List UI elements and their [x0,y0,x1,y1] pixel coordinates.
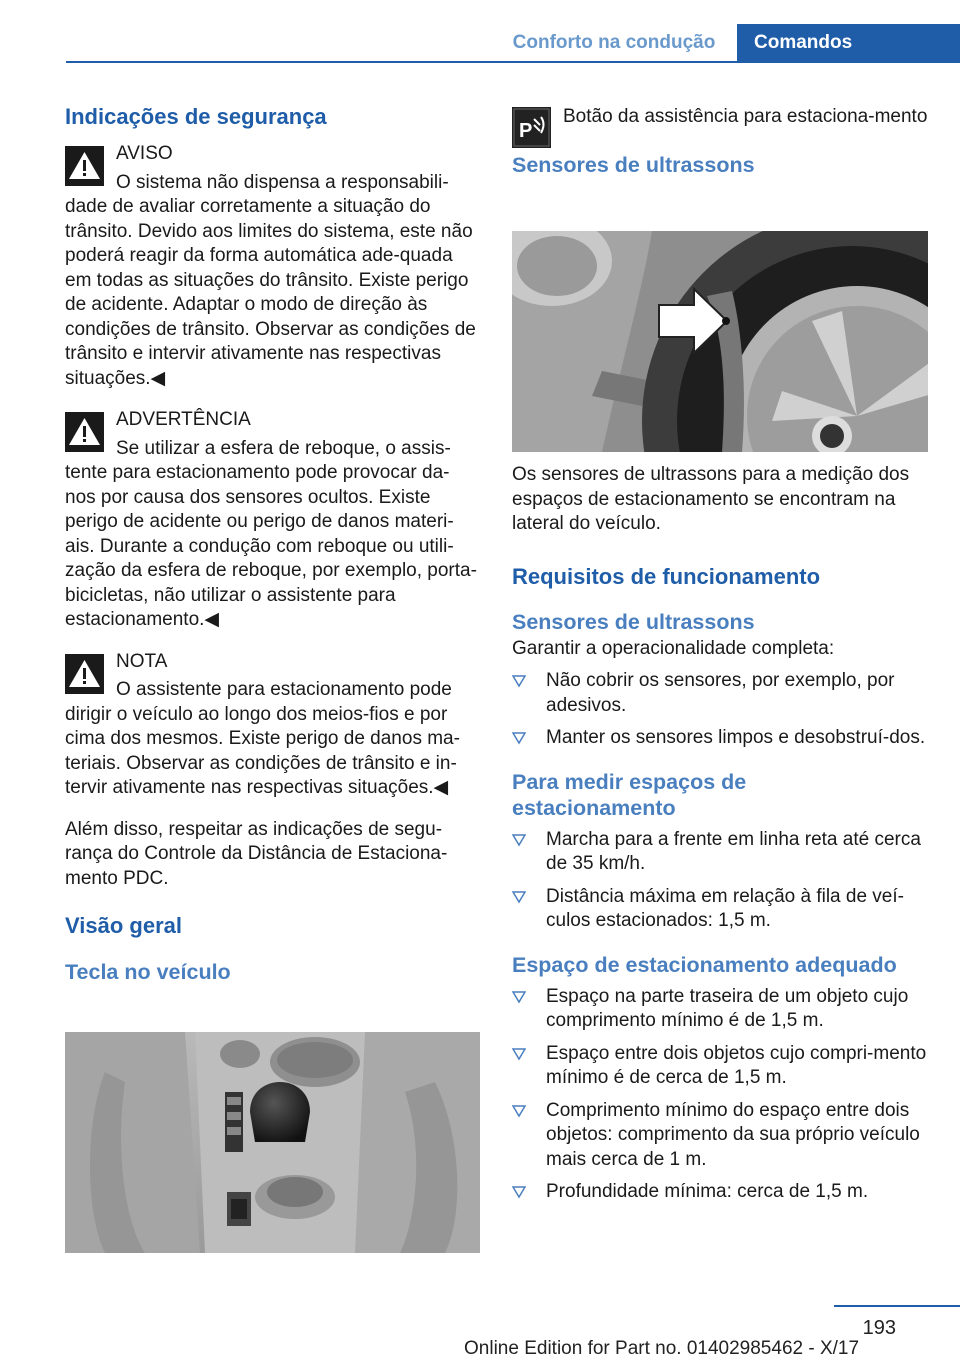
sensors-text: Os sensores de ultrassons para a medição dos espaços de estacionamento se encontram na lateral do veículo. [512,464,910,534]
list-item-text: Distância máxima em relação à fila de veí-culos estacionados: 1,5 m. [546,885,904,931]
list-item [512,828,928,877]
header-rule [66,61,960,63]
center-console-photo [65,1032,480,1253]
header-section: Conforto na condução [512,32,716,53]
warning-label: AVISO [116,143,173,164]
list-item [512,1099,928,1173]
space-title: Espaço de estacionamento adequado [512,952,897,977]
sensors-title: Sensores de ultrassons [512,152,755,177]
overview-title: Visão geral [65,913,182,938]
list-item-text: Marcha para a frente em linha reta até cerca de 35 km/h. [546,828,921,874]
bullet-triangle-icon [512,833,526,847]
requirements-title: Requisitos de funcionamento [512,563,821,589]
list-item [512,726,928,751]
warning-icon [65,412,104,452]
bullet-triangle-icon [512,890,526,904]
warning-label: ADVERTÊNCIA [116,409,251,430]
warning-label: NOTA [116,650,168,672]
right-column [512,100,928,178]
bullet-triangle-icon [512,990,526,1004]
bullet-triangle-icon [512,731,526,745]
warning-2 [65,408,477,633]
footer-rule [834,1305,960,1307]
list-item [512,1042,928,1091]
page-number: 193 [862,1317,896,1339]
list-item-text: Comprimento mínimo do espaço entre dois objetos: comprimento da sua próprio veículo mais cerca de 1 m. [546,1099,920,1170]
edition-note: Online Edition for Part no. 01402985462 - X/17 [464,1338,860,1359]
list-item [512,985,928,1034]
list-item [512,885,928,934]
list-item-text: Não cobrir os sensores, por exemplo, por adesivos. [546,670,895,716]
warning-text: Se utilizar a esfera de reboque, o assis-tente para estacionamento pode provocar da-nos por causa dos sensores ocultos. Existe perigo de acidente ou perigo de danos materi-ais. Durante a condução com reboque ou utili-zação da esfera de reboque, por exemplo, porta-bicicletas, não utilizar o assistente para estacionamento.◀ [65,437,477,630]
requirements-subtitle: Sensores de ultrassons [512,609,755,634]
warning-text: O assistente para estacionamento pode dirigir o veículo ao longo dos meios-fios e por cima dos mesmos. Existe perigo de danos ma-teriais. Observar as condições de trânsito e in-tervir ativamente nas respectivas situações.◀ [65,679,460,798]
bullet-triangle-icon [512,1185,526,1199]
right-column-lower [512,463,928,1205]
list-item [512,669,928,718]
warning-1 [65,142,477,391]
left-column [65,100,477,985]
list-item [512,1180,928,1205]
warning-icon [65,146,104,186]
space-list [512,985,928,1205]
measure-title: Para medir espaços de estacionamento [512,769,747,820]
list-item-text: Profundidade mínima: cerca de 1,5 m. [546,1181,869,1202]
requirements-intro: Garantir a operacionalidade completa: [512,637,835,659]
measure-list [512,828,928,934]
ultrasonic-sensor-photo [512,231,928,452]
header-chapter: Comandos [737,24,960,62]
bullet-triangle-icon [512,1047,526,1061]
warning-text: O sistema não dispensa a responsabili-dade de avaliar corretamente a situação do trânsito. Devido aos limites do sistema, este não poderá reagir da forma automática ade-quada em todas as situações do trânsito. Existe perigo de acidente. Adaptar o modo de direção às condições de trânsito. Observar as condições de trânsito e intervir ativamente nas respectivas situações.◀ [65,171,476,389]
warning-3 [65,650,477,801]
button-caption: Botão da assistência para estaciona-mento [563,106,928,127]
safety-title: Indicações de segurança [65,104,327,129]
bullet-triangle-icon [512,1104,526,1118]
extra-note: Além disso, respeitar as indicações de segu-rança do Controle da Distância de Estaciona-mento PDC. [65,818,448,889]
bullet-triangle-icon [512,674,526,688]
svg-text:P: P [519,120,533,142]
requirements-list [512,669,928,751]
warning-icon [65,654,104,694]
list-item-text: Espaço entre dois objetos cujo compri-mento mínimo é de cerca de 1,5 m. [546,1042,927,1088]
list-item-text: Espaço na parte traseira de um objeto cujo comprimento mínimo é de 1,5 m. [546,985,909,1031]
button-title: Tecla no veículo [65,960,231,984]
list-item-text: Manter os sensores limpos e desobstruí-dos. [546,727,926,748]
